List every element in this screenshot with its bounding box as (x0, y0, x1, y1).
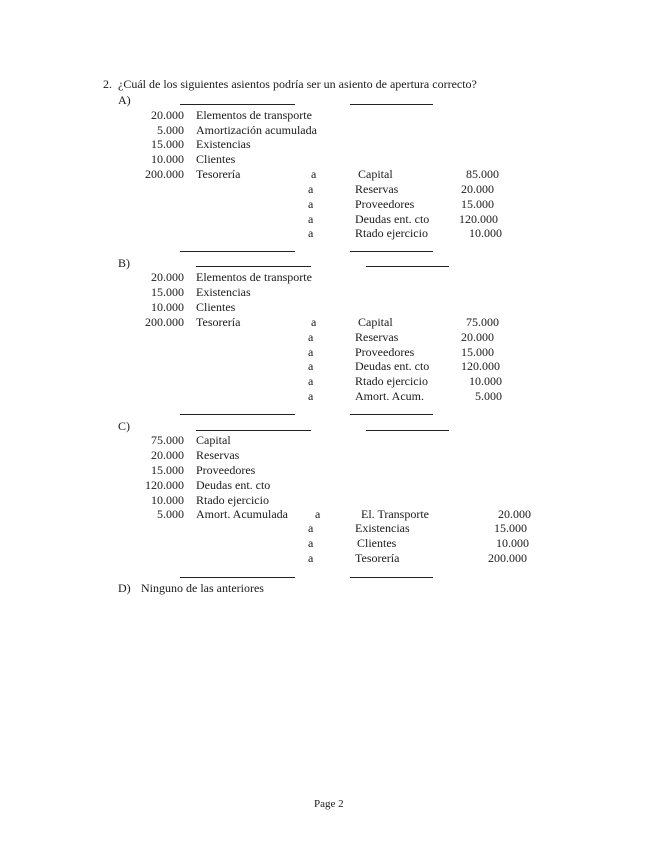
debit-account: Elementos de transporte (196, 270, 312, 284)
credit-prefix: a (308, 389, 314, 403)
credit-prefix: a (308, 374, 314, 388)
debit-amount: 200.000 (145, 315, 184, 329)
entry-separator-line (350, 577, 433, 578)
credit-prefix: a (308, 330, 314, 344)
credit-amount: 85.000 (466, 167, 499, 181)
credit-account: Proveedores (355, 345, 415, 359)
credit-account: Proveedores (355, 197, 415, 211)
credit-account: Deudas ent. cto (355, 359, 430, 373)
credit-account: Capital (358, 167, 393, 181)
credit-prefix: a (311, 167, 317, 181)
credit-amount: 5.000 (475, 389, 502, 403)
credit-prefix: a (308, 551, 314, 565)
credit-amount: 10.000 (469, 226, 502, 240)
debit-amount: 15.000 (151, 463, 184, 477)
debit-amount: 75.000 (151, 433, 184, 447)
debit-amount: 15.000 (151, 137, 184, 151)
credit-account: Tesorería (355, 551, 400, 565)
credit-prefix: a (311, 315, 317, 329)
entry-separator-line (180, 577, 295, 578)
option-c-label: C) (118, 419, 130, 433)
debit-amount: 20.000 (151, 108, 184, 122)
credit-prefix: a (308, 359, 314, 373)
credit-account: Reservas (355, 330, 399, 344)
credit-prefix: a (308, 536, 314, 550)
debit-amount: 20.000 (151, 270, 184, 284)
entry-separator-line (366, 266, 449, 267)
credit-account: Reservas (355, 182, 399, 196)
credit-prefix: a (315, 507, 321, 521)
credit-prefix: a (308, 182, 314, 196)
debit-amount: 5.000 (157, 507, 184, 521)
page-number: Page 2 (314, 798, 344, 810)
debit-amount: 15.000 (151, 285, 184, 299)
option-b-label: B) (118, 256, 130, 270)
credit-amount: 15.000 (494, 521, 527, 535)
credit-account: Clientes (357, 536, 397, 550)
debit-account: Deudas ent. cto (196, 478, 271, 492)
debit-account: Capital (196, 433, 231, 447)
credit-amount: 120.000 (459, 212, 498, 226)
credit-amount: 15.000 (461, 197, 494, 211)
entry-separator-line (350, 251, 433, 252)
entry-separator-line (196, 266, 311, 267)
credit-amount: 75.000 (466, 315, 499, 329)
credit-amount: 200.000 (488, 551, 527, 565)
credit-account: El. Transporte (361, 507, 430, 521)
credit-prefix: a (308, 212, 314, 226)
credit-amount: 15.000 (461, 345, 494, 359)
entry-separator-line (180, 104, 295, 105)
credit-amount: 20.000 (461, 182, 494, 196)
credit-account: Rtado ejercicio (355, 226, 428, 240)
credit-account: Deudas ent. cto (355, 212, 430, 226)
credit-amount: 20.000 (461, 330, 494, 344)
credit-account: Amort. Acum. (355, 389, 424, 403)
debit-account: Existencias (196, 285, 251, 299)
entry-separator-line (366, 430, 449, 431)
debit-account: Clientes (196, 300, 236, 314)
credit-amount: 10.000 (469, 374, 502, 388)
option-d-text: Ninguno de las anteriores (141, 581, 264, 595)
debit-amount: 10.000 (151, 493, 184, 507)
entry-separator-line (350, 104, 433, 105)
option-a-label: A) (118, 93, 131, 107)
option-d-label: D) (118, 581, 131, 595)
debit-account: Proveedores (196, 463, 256, 477)
credit-amount: 120.000 (461, 359, 500, 373)
question-number: 2. (103, 77, 112, 91)
debit-account: Clientes (196, 152, 236, 166)
credit-amount: 10.000 (496, 536, 529, 550)
credit-prefix: a (308, 521, 314, 535)
debit-amount: 120.000 (145, 478, 184, 492)
entry-separator-line (180, 414, 295, 415)
credit-amount: 20.000 (498, 507, 531, 521)
debit-account: Tesorería (196, 315, 241, 329)
debit-amount: 20.000 (151, 448, 184, 462)
credit-account: Rtado ejercicio (355, 374, 428, 388)
entry-separator-line (196, 430, 311, 431)
debit-amount: 200.000 (145, 167, 184, 181)
debit-amount: 10.000 (151, 300, 184, 314)
entry-separator-line (350, 414, 433, 415)
debit-account: Rtado ejercicio (196, 493, 269, 507)
debit-amount: 5.000 (157, 123, 184, 137)
credit-account: Existencias (355, 521, 410, 535)
question-text: ¿Cuál de los siguientes asientos podría ser un asiento de apertura correcto? (118, 77, 477, 91)
credit-prefix: a (308, 226, 314, 240)
credit-account: Capital (358, 315, 393, 329)
entry-separator-line (180, 251, 295, 252)
debit-account: Tesorería (196, 167, 241, 181)
debit-account: Amortización acumulada (196, 123, 317, 137)
credit-prefix: a (308, 345, 314, 359)
debit-account: Amort. Acumulada (196, 507, 288, 521)
debit-account: Reservas (196, 448, 240, 462)
debit-account: Existencias (196, 137, 251, 151)
debit-account: Elementos de transporte (196, 108, 312, 122)
debit-amount: 10.000 (151, 152, 184, 166)
credit-prefix: a (308, 197, 314, 211)
